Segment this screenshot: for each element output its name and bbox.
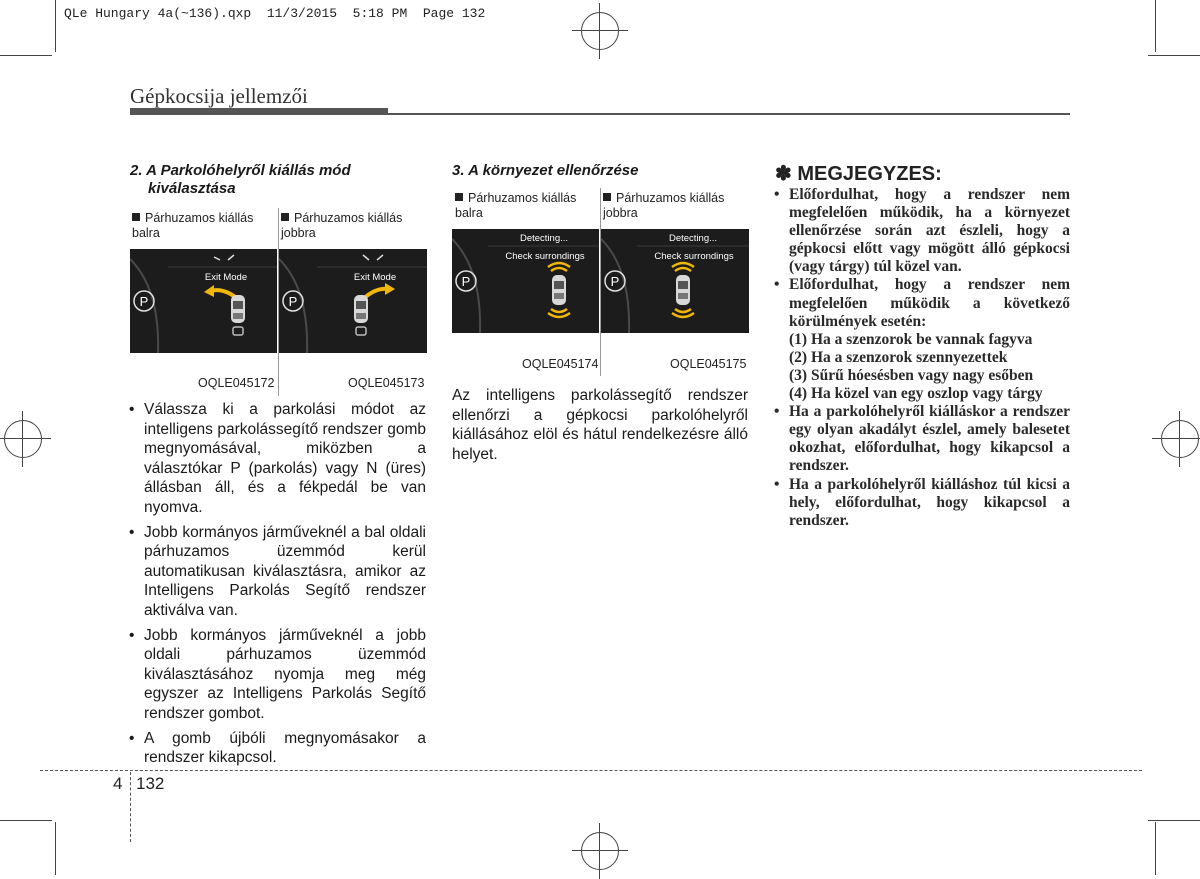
figure-caption-right bbox=[281, 211, 421, 241]
section-heading-line2: kiválasztása bbox=[148, 180, 236, 197]
list-item: • A gomb újbóli megnyomásakor a rendszer kikapcsol. bbox=[128, 729, 426, 768]
exit-mode-label: Exit Mode bbox=[204, 272, 248, 283]
note-heading: ✽ MEGJEGYZES: bbox=[775, 163, 942, 185]
section-heading-exit-mode bbox=[130, 162, 430, 198]
note-item-intro: Előfordulhat, hogy a rendszer nem megfelelően működik a következő körülmények esetén: bbox=[789, 276, 1070, 330]
running-title: Gépkocsija jellemzői bbox=[130, 84, 308, 108]
square-bullet-icon bbox=[603, 193, 611, 201]
section-heading-line1: 2. A Parkolóhelyről kiállás mód bbox=[130, 162, 351, 179]
check-surroundings-label: Check surrondings bbox=[505, 251, 585, 262]
figure-caption-left bbox=[455, 191, 595, 221]
figure-code-right: OQLE045175 bbox=[670, 357, 747, 371]
figure-caption-left bbox=[132, 211, 272, 241]
surroundings-paragraph: Az intelligens parkolássegítő rendszer ellenőrzi a gépkocsi parkolóhelyről kiállásához elöl és hátul rendelkezésre álló helyet. bbox=[452, 387, 748, 463]
car-top-view-icon bbox=[354, 295, 368, 335]
detecting-screen-right bbox=[601, 229, 749, 333]
square-bullet-icon bbox=[132, 213, 140, 221]
title-bar bbox=[130, 108, 388, 115]
detecting-label: Detecting... bbox=[668, 233, 718, 244]
exit-mode-label: Exit Mode bbox=[353, 272, 397, 283]
car-top-view-icon bbox=[676, 275, 690, 305]
list-item: • Válassza ki a parkolási módot az intelligens parkolássegítő rendszer gomb megnyomásával, miközben a választókar P (parkolás) vagy N (üres) állásban áll, és a fékpedál be van nyomva. bbox=[128, 400, 426, 518]
figure-caption-right bbox=[603, 191, 743, 221]
note-item: • Ha a parkolóhelyről kiálláskor a rendszer egy olyan akadályt észlel, amely balesetet okozhat, előfordulhat, hogy kikapcsol a rendszer. bbox=[773, 403, 1070, 475]
title-rule bbox=[388, 113, 1070, 115]
list-item: • Jobb kormányos járműveknél a jobb oldali párhuzamos üzemmód kiválasztásához nyomja meg még egyszer az Intelligens Parkolás Segítő rendszer gombot. bbox=[128, 626, 426, 724]
condition-item: (2) Ha a szenzorok szennyezettek bbox=[789, 348, 1008, 366]
condition-item: (4) Ha közel van egy oszlop vagy tárgy bbox=[789, 385, 1043, 403]
page-number: 132 bbox=[136, 774, 165, 793]
note-item: • Előfordulhat, hogy a rendszer nem megfelelően működik, ha a környezet ellenőrzése során azt észleli, hogy a gépkocsi előtt vagy mögött álló gépkocsi (vagy tárgy) túl közel van. bbox=[773, 186, 1070, 276]
condition-item: (3) Sűrű hóesésben vagy nagy esőben bbox=[789, 366, 1034, 384]
registration-mark-top bbox=[581, 12, 619, 50]
condition-item: (1) Ha a szenzorok be vannak fagyva bbox=[789, 330, 1033, 348]
car-top-view-icon bbox=[231, 295, 245, 335]
registration-mark-bottom bbox=[581, 832, 619, 870]
chevron-left-right-icon bbox=[214, 255, 234, 260]
chapter-number: 4 bbox=[113, 774, 123, 793]
caption-text: Párhuzamos kiállás balra bbox=[455, 191, 577, 220]
square-bullet-icon bbox=[281, 213, 289, 221]
figure-code-left: OQLE045172 bbox=[198, 376, 275, 390]
footer-divider bbox=[130, 772, 131, 842]
figure-code-right: OQLE045173 bbox=[348, 376, 425, 390]
check-surroundings-label: Check surrondings bbox=[654, 251, 734, 262]
note-item: • Ha a parkolóhelyről kiálláshoz túl kicsi a hely, előfordulhat, hogy kikapcsol a rendszer. bbox=[773, 476, 1070, 530]
gear-p-label: P bbox=[139, 294, 149, 309]
print-header: QLe Hungary 4a(~136).qxp 11/3/2015 5:18 PM Page 132 bbox=[64, 6, 486, 21]
exit-mode-screen-right bbox=[279, 249, 427, 353]
section-heading-surroundings: 3. A környezet ellenőrzése bbox=[452, 162, 639, 179]
caption-text: Párhuzamos kiállás balra bbox=[132, 211, 254, 240]
gear-p-label: P bbox=[610, 274, 620, 289]
registration-mark-left bbox=[4, 420, 42, 458]
exit-mode-screen-left bbox=[130, 249, 277, 353]
note-list bbox=[773, 186, 1070, 530]
gear-p-label: P bbox=[461, 274, 471, 289]
caption-text: Párhuzamos kiállás jobbra bbox=[603, 191, 725, 220]
exit-mode-instructions bbox=[128, 400, 426, 773]
registration-mark-right bbox=[1161, 420, 1199, 458]
figure-code-left: OQLE045174 bbox=[522, 357, 599, 371]
list-item: • Jobb kormányos járműveknél a bal oldali párhuzamos üzemmód kerül automatikusan kiválasztásra, amikor az Intelligens Parkolás Segítő rendszer aktiválva van. bbox=[128, 523, 426, 621]
square-bullet-icon bbox=[455, 193, 463, 201]
chevron-left-right-icon bbox=[363, 255, 383, 260]
caption-text: Párhuzamos kiállás jobbra bbox=[281, 211, 403, 240]
car-top-view-icon bbox=[552, 275, 566, 305]
gear-p-label: P bbox=[288, 294, 298, 309]
note-item bbox=[773, 276, 1070, 403]
detecting-screen-left bbox=[452, 229, 599, 333]
detecting-label: Detecting... bbox=[519, 233, 569, 244]
footer-rule bbox=[40, 770, 1142, 771]
